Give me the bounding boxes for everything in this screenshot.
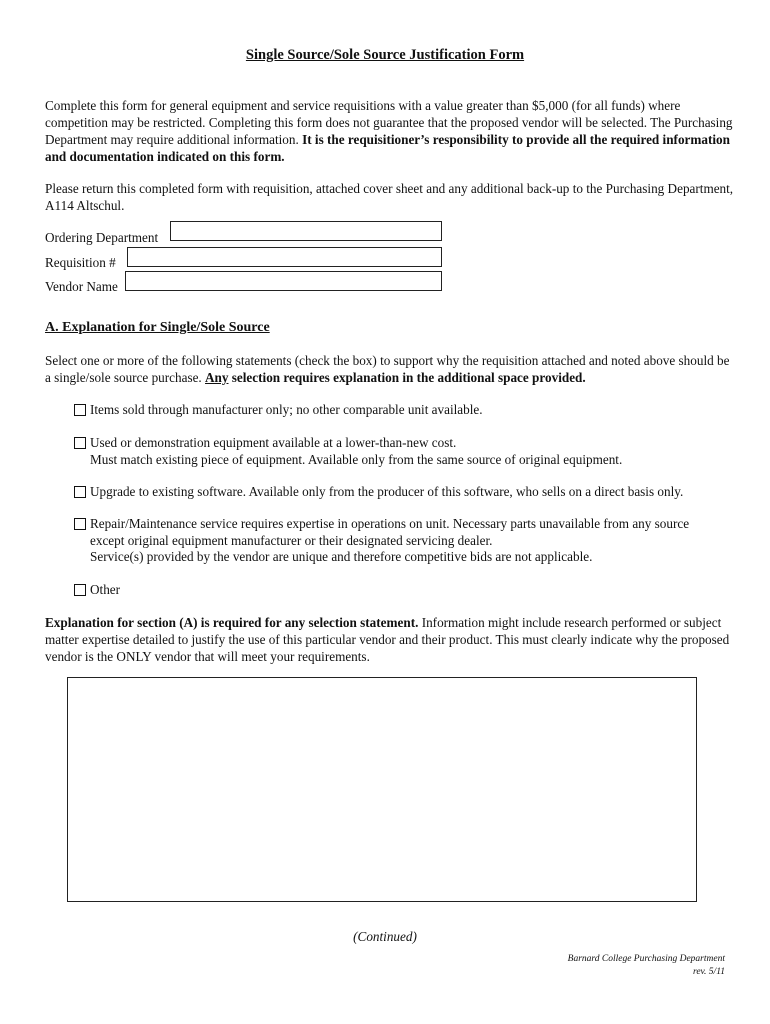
ordering-department-label: Ordering Department (45, 230, 159, 245)
footer-department: Barnard College Purchasing Department (567, 954, 725, 964)
intro-paragraph (45, 97, 735, 165)
return-instructions: Please return this completed form with requisition, attached cover sheet and any additional back-up to the Purchasing Department, A114 Altschul. (45, 181, 734, 213)
vendor-name-field[interactable] (125, 271, 442, 291)
option-used-demo-equipment (74, 435, 734, 468)
checkbox-software-upgrade[interactable] (74, 486, 86, 498)
option-line: Repair/Maintenance service requires expertise in operations on unit. Necessary parts unavailable from any source (90, 516, 690, 531)
option-line: except original equipment manufacturer or their designated servicing dealer. (90, 532, 493, 548)
section-a-instructions (45, 352, 735, 386)
explanation-text: Information might include research performed or subject matter expertise detailed to justify the use of this particular vendor and their product. This must clearly indicate why the proposed vendor is the ONLY vendor that will meet your requirements. (45, 615, 730, 664)
instructions-any: Any (205, 370, 229, 385)
explanation-textarea[interactable] (67, 677, 697, 902)
option-manufacturer-only (74, 402, 734, 419)
section-a-heading: A. Explanation for Single/Sole Source (45, 320, 270, 335)
explanation-bold-text: Explanation for section (A) is required for any selection statement. (45, 615, 419, 630)
option-line: Must match existing piece of equipment. Available only from the same source of original equipment. (90, 451, 623, 467)
option-software-upgrade (74, 484, 734, 501)
checkbox-other[interactable] (74, 584, 86, 596)
option-line: Service(s) provided by the vendor are unique and therefore competitive bids are not applicable. (90, 549, 593, 564)
requisition-field[interactable] (127, 247, 442, 267)
footer-revision: rev. 5/11 (692, 967, 725, 977)
checkbox-repair-maintenance[interactable] (74, 518, 86, 530)
intro-text: Complete this form for general equipment and service requisitions with a value greater than $5,000 (for all funds) where competition may be restricted. Completing this form does not guarantee that the proposed vendor will be selected. The Purchasing Department may require additional information. (45, 98, 733, 147)
option-line: Other (90, 582, 121, 597)
instructions-bold-text: selection requires explanation in the additional space provided. (228, 370, 586, 385)
checkbox-manufacturer-only[interactable] (74, 404, 86, 416)
explanation-instructions (45, 614, 735, 665)
vendor-name-label: Vendor Name (45, 279, 118, 294)
checkbox-used-demo-equipment[interactable] (74, 437, 86, 449)
option-line: Used or demonstration equipment available at a lower-than-new cost. (90, 435, 457, 450)
option-repair-maintenance (74, 516, 734, 566)
requisition-label: Requisition # (45, 255, 116, 270)
option-other (74, 582, 734, 599)
continued-note: (Continued) (353, 929, 417, 944)
option-line: Upgrade to existing software. Available only from the producer of this software, who sells on a direct basis only. (90, 484, 684, 499)
ordering-department-field[interactable] (170, 221, 442, 241)
option-line: Items sold through manufacturer only; no other comparable unit available. (90, 402, 483, 417)
intro-bold-text: It is the requisitioner’s responsibility to provide all the required information and documentation indicated on this form. (45, 132, 730, 164)
instructions-text: Select one or more of the following statements (check the box) to support why the requisition attached and noted above should be a single/sole source purchase. (45, 353, 730, 385)
form-title: Single Source/Sole Source Justification Form (245, 47, 525, 63)
